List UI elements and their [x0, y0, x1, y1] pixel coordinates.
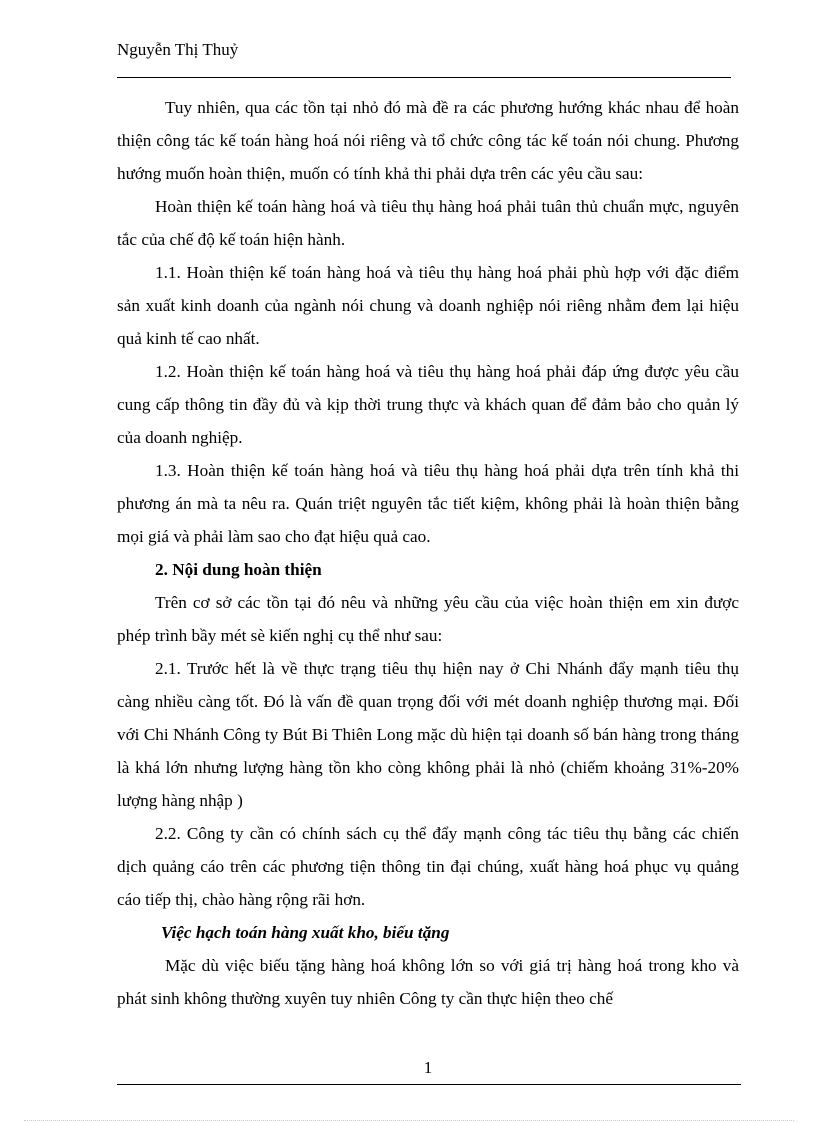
paragraph-requirement: Hoàn thiện kế toán hàng hoá và tiêu thụ hàng hoá phải tuân thủ chuẩn mực, nguyên tắc của chế độ kế toán hiện hành.: [117, 197, 739, 249]
paragraph-1-2: 1.2. Hoàn thiện kế toán hàng hoá và tiêu thụ hàng hoá phải đáp ứng được yêu cầu cung cấp thông tin đầy đủ và kịp thời trung thực và khách quan để đảm bảo cho quản lý của doanh nghiệp.: [117, 362, 739, 447]
subsection-heading: Việc hạch toán hàng xuất kho, biếu tặng: [161, 923, 450, 942]
paragraph-2-2: 2.2. Công ty cần có chính sách cụ thể đẩy mạnh công tác tiêu thụ bằng các chiến dịch quảng cáo trên các phương tiện thông tin đại chúng, xuất hàng hoá phục vụ quảng cáo tiếp thị, chào hàng rộng rãi hơn.: [117, 824, 739, 909]
paragraph-2-1: 2.1. Trước hết là về thực trạng tiêu thụ hiện nay ở Chi Nhánh đẩy mạnh tiêu thụ càng nhiều càng tốt. Đó là vấn đề quan trọng đối với mét doanh nghiệp thương mại. Đối với Chi Nhánh Công ty Bút Bi Thiên Long mặc dù hiện tại doanh số bán hàng trong tháng là khá lớn nhưng lượng hàng tồn kho còng không phải là nhỏ (chiếm khoảng 31%-20% lượng hàng nhập ): [117, 659, 739, 810]
paragraph-1-1: 1.1. Hoàn thiện kế toán hàng hoá và tiêu thụ hàng hoá phải phù hợp với đặc điểm sản xuất kinh doanh của ngành nói chung và doanh nghiệp nói riêng nhằm đem lại hiệu quả kinh tế cao nhất.: [117, 263, 739, 348]
paragraph-subsection: Mặc dù việc biếu tặng hàng hoá không lớn so với giá trị hàng hoá trong kho và phát sinh không thường xuyên tuy nhiên Công ty cần thực hiện theo chế: [117, 956, 739, 1008]
paragraph-1-3: 1.3. Hoàn thiện kế toán hàng hoá và tiêu thụ hàng hoá phải dựa trên tính khả thi phương án mà ta nêu ra. Quán triệt nguyên tắc tiết kiệm, không phải là hoàn thiện bằng mọi giá và phải làm sao cho đạt hiệu quả cao.: [117, 461, 739, 546]
page-edge-divider: [24, 1120, 794, 1121]
body-text: [117, 91, 739, 1015]
paragraph-intro: Tuy nhiên, qua các tồn tại nhỏ đó mà đề ra các phương hướng khác nhau để hoàn thiện công tác kế toán hàng hoá nói riêng và tổ chức công tác kế toán nói chung. Phương hướng muốn hoàn thiện, muốn có tính khả thi phải dựa trên các yêu cầu sau:: [117, 98, 739, 183]
footer-rule: [117, 1084, 741, 1085]
header-rule: [117, 77, 731, 78]
header-author: Nguyễn Thị Thuỷ: [117, 40, 239, 59]
paragraph-section-intro: Trên cơ sở các tồn tại đó nêu và những yêu cầu của việc hoàn thiện em xin được phép trình bầy mét sè kiến nghị cụ thể như sau:: [117, 593, 739, 645]
page-number: 1: [423, 1058, 433, 1077]
section-heading: 2. Nội dung hoàn thiện: [155, 560, 322, 579]
